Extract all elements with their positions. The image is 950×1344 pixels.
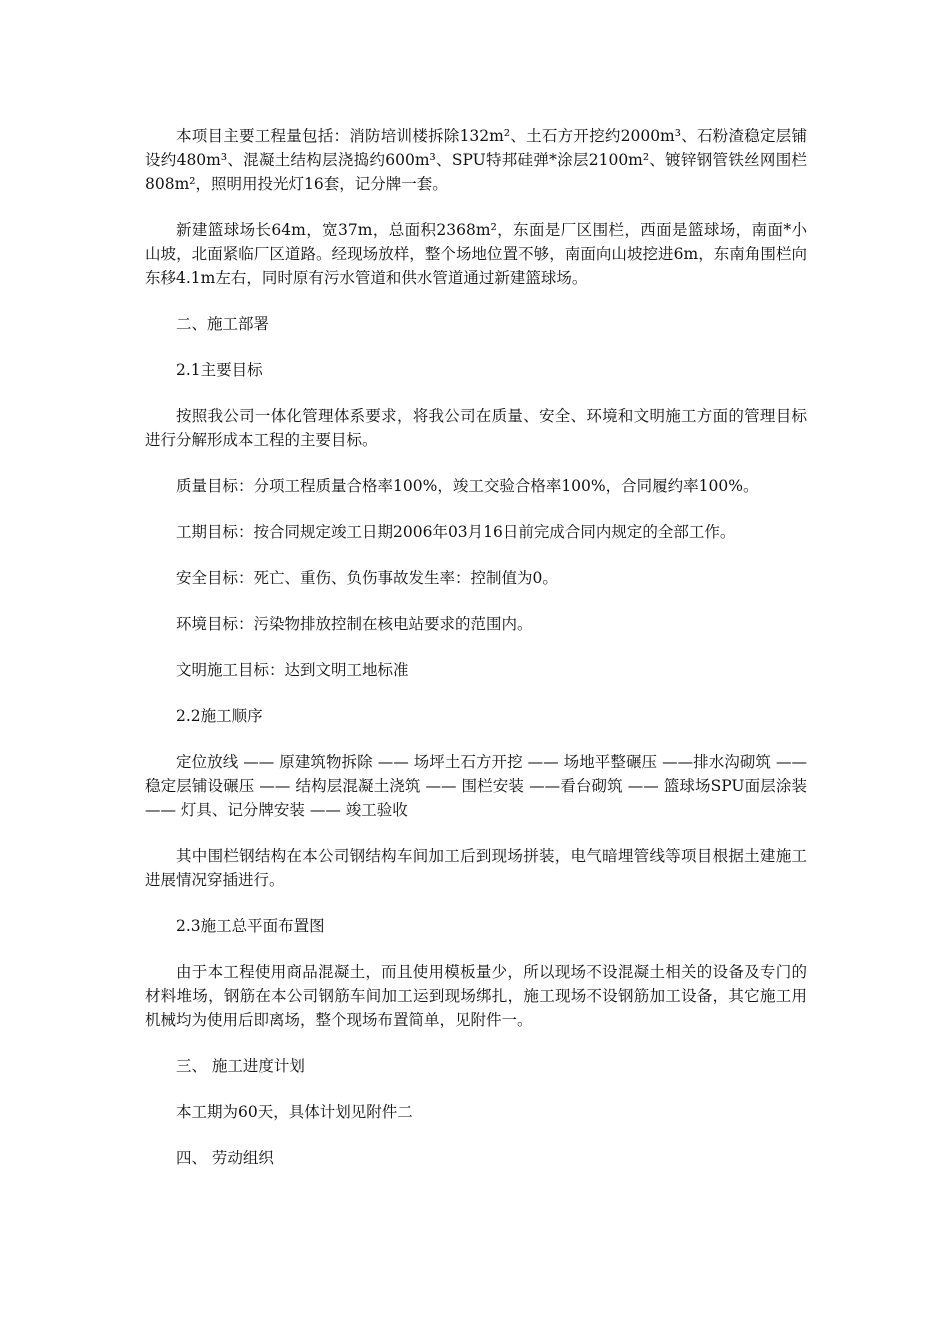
paragraph-schedule-target: 工期目标：按合同规定竣工日期2006年03月16日前完成合同内规定的全部工作。 [176, 523, 736, 541]
heading-progress-plan: 三、 施工进度计划 [176, 1057, 305, 1075]
paragraph-targets-intro: 按照我公司一体化管理体系要求，将我公司在质量、安全、环境和文明施工方面的管理目标进行分解形成本工程的主要目标。 [145, 407, 807, 449]
document-body [145, 124, 807, 1192]
paragraph-site-description: 新建篮球场长64m，宽37m，总面积2368m²，东面是厂区围栏，西面是篮球场，南面*小山坡，北面紧临厂区道路。经现场放样，整个场地位置不够，南面向山坡挖进6m，东南角围栏向东移4.1m左右，同时原有污水管道和供水管道通过新建篮球场。 [145, 221, 807, 287]
paragraph-sequence-notes: 其中围栏钢结构在本公司钢结构车间加工后到现场拼装，电气暗埋管线等项目根据土建施工进展情况穿插进行。 [145, 847, 807, 889]
paragraph-civilized-target: 文明施工目标：达到文明工地标准 [176, 661, 409, 679]
heading-site-layout: 2.3施工总平面布置图 [176, 917, 325, 935]
heading-labor-organization: 四、 劳动组织 [176, 1149, 274, 1167]
paragraph-progress-plan: 本工期为60天，具体计划见附件二 [176, 1103, 413, 1121]
paragraph-sequence-steps: 定位放线 —— 原建筑物拆除 —— 场坪土石方开挖 —— 场地平整碾压 ——排水沟砌筑 —— 稳定层铺设碾压 —— 结构层混凝土浇筑 —— 围栏安装 ——看台砌筑 —— 篮球场SPU面层涂装 —— 灯具、记分牌安装 —— 竣工验收 [145, 753, 807, 819]
heading-construction-deployment: 二、施工部署 [176, 315, 270, 333]
paragraph-quantities: 本项目主要工程量包括：消防培训楼拆除132m²、土石方开挖约2000m³、石粉渣稳定层铺设约480m³、混凝土结构层浇捣约600m³、SPU特邦硅弹*涂层2100m²、镀锌钢管铁丝网围栏808m²，照明用投光灯16套，记分牌一套。 [145, 127, 807, 193]
heading-construction-sequence: 2.2施工顺序 [176, 707, 263, 725]
heading-main-targets: 2.1主要目标 [176, 361, 263, 379]
paragraph-environment-target: 环境目标：污染物排放控制在核电站要求的范围内。 [176, 615, 533, 633]
paragraph-quality-target: 质量目标：分项工程质量合格率100%，竣工交验合格率100%，合同履约率100%。 [176, 477, 759, 495]
paragraph-site-layout: 由于本工程使用商品混凝土，而且使用模板量少，所以现场不设混凝土相关的设备及专门的材料堆场，钢筋在本公司钢筋车间加工运到现场绑扎，施工现场不设钢筋加工设备，其它施工用机械均为使用后即离场，整个现场布置简单，见附件一。 [145, 963, 807, 1029]
paragraph-safety-target: 安全目标：死亡、重伤、负伤事故发生率：控制值为0。 [176, 569, 558, 587]
